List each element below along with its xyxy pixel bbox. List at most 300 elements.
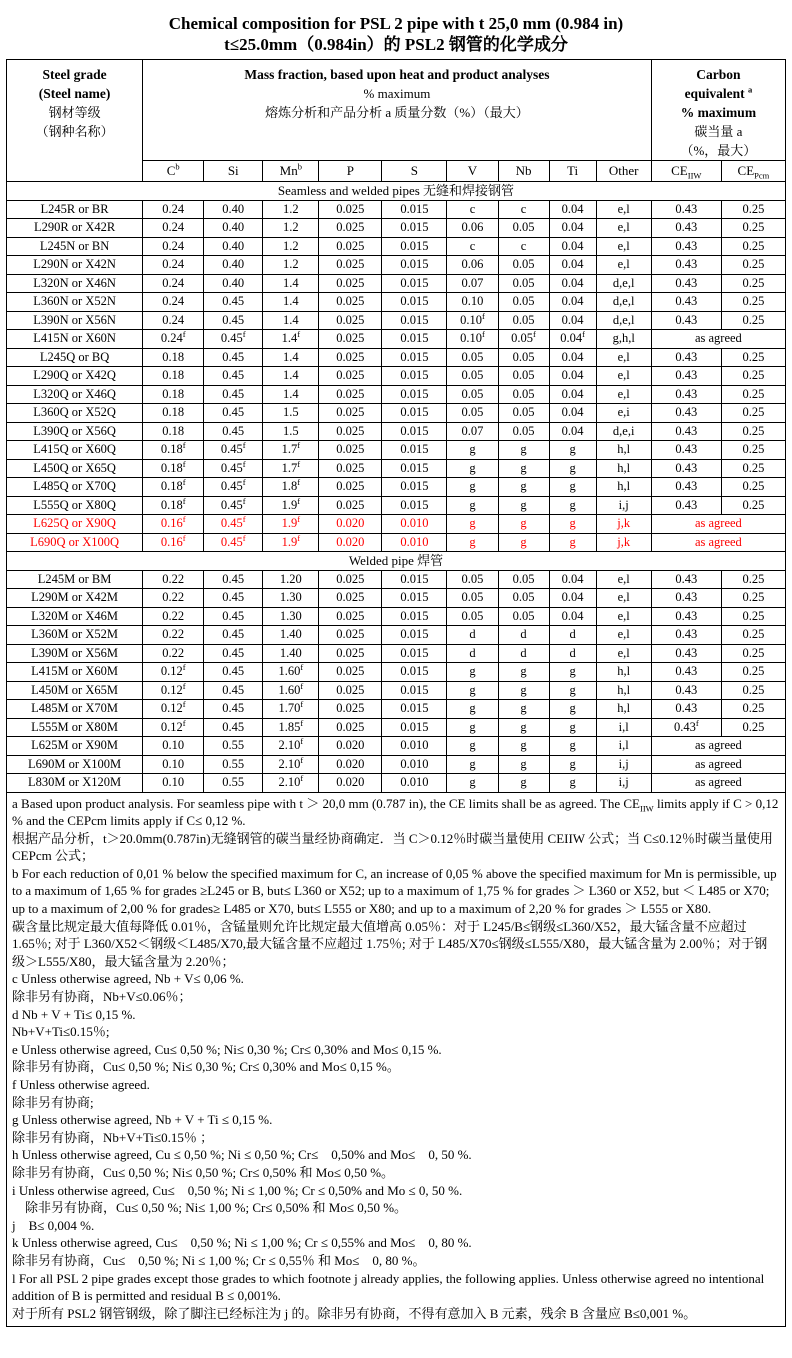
cell: e,l	[596, 256, 651, 275]
ce-cell: 0.25	[721, 256, 785, 275]
cell: 0.04	[549, 237, 596, 256]
table-row	[7, 459, 786, 478]
cell: 0.10	[447, 293, 498, 312]
cell: d	[549, 626, 596, 645]
ce-cell: 0.25	[721, 589, 785, 608]
cell: 0.24	[143, 274, 204, 293]
cell: 0.015	[382, 404, 447, 423]
cell: g	[498, 681, 549, 700]
grade-cell: L390N or X56N	[7, 311, 143, 330]
cell: 0.45$^f$	[204, 515, 263, 534]
cell: 1.7$^f$	[263, 441, 319, 460]
cell: g	[447, 478, 498, 497]
grade-cell: L245N or BN	[7, 237, 143, 256]
cell: 0.015	[382, 237, 447, 256]
title-line-english: Chemical composition for PSL 2 pipe with t 25,0 mm (0.984 in)	[168, 14, 624, 33]
cell: 1.20	[263, 570, 319, 589]
cell: g	[447, 663, 498, 682]
footnote: 除非另有协商，Nb+V+Ti≤0.15％ ；	[12, 1129, 214, 1145]
cell: 0.025	[319, 607, 382, 626]
ce-cell: 0.43	[651, 274, 721, 293]
grade-cell: L290M or X42M	[7, 589, 143, 608]
grade-cell: L390Q or X56Q	[7, 422, 143, 441]
ce-agreed-cell: as agreed	[651, 515, 785, 534]
ce-cell: 0.25	[721, 274, 785, 293]
cell: 0.05	[498, 311, 549, 330]
cell: 0.04	[549, 385, 596, 404]
steel-grade-header	[7, 60, 143, 182]
cell: 0.45	[204, 348, 263, 367]
footnote: f Unless otherwise agreed.	[12, 1077, 150, 1092]
cell: 0.05	[447, 589, 498, 608]
title-line-chinese: t≤25.0mm（0.984in）的 PSL2 钢管的化学成分	[224, 35, 568, 54]
table-row	[7, 607, 786, 626]
cell: 0.010	[382, 737, 447, 756]
cell: g	[498, 755, 549, 774]
grade-cell: L555M or X80M	[7, 718, 143, 737]
grade-cell: L290R or X42R	[7, 219, 143, 238]
cell: 2.10$^f$	[263, 755, 319, 774]
cell: g	[447, 737, 498, 756]
ce-agreed-cell: as agreed	[651, 737, 785, 756]
cell: 0.020	[319, 774, 382, 793]
footnote: k Unless otherwise agreed, Cu≤ 0,50 %; Ni ≤ 1,00 %; Cr ≤ 0,55% and Mo≤ 0, 80 %.	[12, 1235, 472, 1251]
header-line: Carbon	[696, 67, 741, 82]
footnote: g Unless otherwise agreed, Nb + V + Ti ≤ 0,15 %.	[12, 1112, 273, 1128]
cell: h,l	[596, 681, 651, 700]
cell: i,l	[596, 718, 651, 737]
cell: 0.04	[549, 422, 596, 441]
cell: d	[447, 626, 498, 645]
cell: 0.04	[549, 589, 596, 608]
cell: 0.16$^f$	[143, 533, 204, 552]
section-label: Welded pipe 焊管	[7, 552, 786, 571]
cell: 0.025	[319, 367, 382, 386]
cell: h,l	[596, 441, 651, 460]
ce-cell: 0.43	[651, 237, 721, 256]
ce-cell: 0.25	[721, 459, 785, 478]
cell: 0.18$^f$	[143, 441, 204, 460]
cell: 0.05	[498, 219, 549, 238]
cell: 0.015	[382, 700, 447, 719]
cell: 0.04	[549, 570, 596, 589]
cell: g	[549, 496, 596, 515]
grade-cell: L290N or X42N	[7, 256, 143, 275]
cell: c	[447, 237, 498, 256]
ce-agreed-cell: as agreed	[651, 774, 785, 793]
cell: 0.015	[382, 422, 447, 441]
header-line: Steel grade	[42, 67, 107, 82]
cell: 0.45	[204, 385, 263, 404]
cell: 0.45$^f$	[204, 496, 263, 515]
cell: g	[447, 459, 498, 478]
table-row	[7, 330, 786, 349]
cell: 0.025	[319, 700, 382, 719]
cell: 0.05	[498, 256, 549, 275]
cell: 2.10$^f$	[263, 737, 319, 756]
cell: 0.015	[382, 496, 447, 515]
cell: 0.55	[204, 774, 263, 793]
table-row	[7, 311, 786, 330]
ce-cell: 0.43	[651, 663, 721, 682]
ce-cell: 0.25	[721, 219, 785, 238]
table-row	[7, 626, 786, 645]
cell: g	[549, 459, 596, 478]
cell: 1.7$^f$	[263, 459, 319, 478]
cell: 0.04	[549, 607, 596, 626]
grade-cell: L415Q or X60Q	[7, 441, 143, 460]
ce-cell: 0.43	[651, 200, 721, 219]
ce-cell: 0.25	[721, 700, 785, 719]
cell: 0.015	[382, 200, 447, 219]
footnote: 碳含量比规定最大值每降低 0.01％，含锰量则允许比规定最大值增高 0.05％：对于 L245/B≤钢级≤L360/X52，最大锰含量不应超过 1.65％; 对于 L360/X52＜钢级＜L485/X70,最大锰含量不应超过 1.75％; 对于 L485/X70≤钢级≤L555/X80，最大锰含量为 2.00％；对于钢级＞L555/X80，最大锰含量为 2.20％；	[12, 918, 768, 969]
cell: 1.5	[263, 404, 319, 423]
cell: c	[498, 200, 549, 219]
cell: h,l	[596, 700, 651, 719]
footnote: 除非另有协商，Cu≤ 0,50 %; Ni≤ 0,30 %; Cr≤ 0,30% and Mo≤ 0,15 %。	[12, 1059, 400, 1075]
cell: 1.40	[263, 644, 319, 663]
cell: i,l	[596, 737, 651, 756]
table-row	[7, 644, 786, 663]
cell: 0.10	[143, 755, 204, 774]
cell: j,k	[596, 533, 651, 552]
grade-cell: L690Q or X100Q	[7, 533, 143, 552]
footnote: l For all PSL 2 pipe grades except those grades to which footnote j already applies, the following applies. Unless otherwise agreed no intentional addition of B is permitted and residual B ≤ 0,001%.	[12, 1270, 765, 1304]
cell: 0.05	[498, 404, 549, 423]
cell: g	[549, 441, 596, 460]
ce-cell: 0.43	[651, 644, 721, 663]
cell: 0.015	[382, 348, 447, 367]
carbon-equivalent-header	[651, 60, 785, 161]
grade-cell: L360M or X52M	[7, 626, 143, 645]
cell: g	[447, 515, 498, 534]
cell: 0.04	[549, 367, 596, 386]
cell: 0.015	[382, 274, 447, 293]
footnote: 除非另有协商，Cu≤ 0,50 %; Ni≤ 0,50 %; Cr≤ 0,50% 和 Mo≤ 0,50 %。	[12, 1164, 395, 1180]
table-row	[7, 441, 786, 460]
ce-cell: 0.25	[721, 570, 785, 589]
cell: 1.2	[263, 200, 319, 219]
cell: 1.4	[263, 311, 319, 330]
grade-cell: L320N or X46N	[7, 274, 143, 293]
cell: j,k	[596, 515, 651, 534]
footnotes-row	[7, 792, 786, 1327]
table-row	[7, 219, 786, 238]
header-line: 钢材等级	[48, 105, 101, 120]
footnote: 除非另有协商，Cu≤ 0,50 %; Ni ≤ 1,00 %; Cr ≤ 0,55％ 和 Mo≤ 0, 80 %。	[12, 1252, 426, 1268]
cell: 0.015	[382, 644, 447, 663]
cell: d,e,i	[596, 422, 651, 441]
cell: d	[498, 644, 549, 663]
footnote: d Nb + V + Ti≤ 0,15 %.	[12, 1006, 136, 1022]
cell: 0.010	[382, 774, 447, 793]
column-header: V	[447, 161, 498, 182]
cell: e,l	[596, 385, 651, 404]
cell: 0.05	[447, 385, 498, 404]
cell: 0.020	[319, 737, 382, 756]
table-row	[7, 570, 786, 589]
cell: 0.025	[319, 256, 382, 275]
cell: 0.010	[382, 755, 447, 774]
cell: e,l	[596, 607, 651, 626]
cell: 0.40	[204, 256, 263, 275]
cell: 0.04	[549, 311, 596, 330]
footnote: 除非另有协商;	[12, 1094, 94, 1110]
cell: 0.025	[319, 237, 382, 256]
cell: 0.45	[204, 626, 263, 645]
cell: 0.025	[319, 478, 382, 497]
table-row	[7, 515, 786, 534]
ce-cell: 0.43	[651, 422, 721, 441]
grade-cell: L450Q or X65Q	[7, 459, 143, 478]
grade-cell: L485M or X70M	[7, 700, 143, 719]
section-row	[7, 552, 786, 571]
cell: g	[549, 478, 596, 497]
header-line: （钢种名称）	[35, 124, 114, 139]
cell: 0.45$^f$	[204, 330, 263, 349]
cell: 0.24	[143, 311, 204, 330]
cell: 0.18$^f$	[143, 459, 204, 478]
cell: g	[447, 533, 498, 552]
ce-cell: 0.43	[651, 496, 721, 515]
cell: 0.020	[319, 755, 382, 774]
cell: g	[498, 478, 549, 497]
header-line: % maximum	[363, 86, 431, 101]
cell: 0.015	[382, 681, 447, 700]
ce-cell: 0.43	[651, 311, 721, 330]
ce-cell: 0.43	[651, 681, 721, 700]
ce-cell: 0.43	[651, 459, 721, 478]
cell: 0.18	[143, 367, 204, 386]
cell: g	[549, 663, 596, 682]
table-row	[7, 663, 786, 682]
cell: 0.55	[204, 737, 263, 756]
document-page	[0, 13, 792, 1327]
cell: 0.22	[143, 570, 204, 589]
table-row	[7, 533, 786, 552]
section-label: Seamless and welded pipes 无缝和焊接钢管	[7, 182, 786, 201]
cell: 0.45	[204, 681, 263, 700]
cell: e,l	[596, 626, 651, 645]
cell: g	[498, 459, 549, 478]
grade-cell: L830M or X120M	[7, 774, 143, 793]
cell: 0.015	[382, 330, 447, 349]
cell: 1.4	[263, 367, 319, 386]
cell: c	[447, 200, 498, 219]
grade-cell: L450M or X65M	[7, 681, 143, 700]
section-row	[7, 182, 786, 201]
cell: d,e,l	[596, 293, 651, 312]
cell: 0.015	[382, 293, 447, 312]
ce-cell: 0.43	[651, 607, 721, 626]
cell: g,h,l	[596, 330, 651, 349]
cell: 0.015	[382, 718, 447, 737]
ce-agreed-cell: as agreed	[651, 330, 785, 349]
cell: 0.05	[498, 274, 549, 293]
ce-cell: 0.43	[651, 589, 721, 608]
cell: 0.025	[319, 200, 382, 219]
cell: 0.010	[382, 515, 447, 534]
cell: 1.4	[263, 385, 319, 404]
cell: 1.40	[263, 626, 319, 645]
header-line: equivalent $^a$	[684, 84, 753, 101]
cell: d,e,l	[596, 274, 651, 293]
cell: 0.45$^f$	[204, 478, 263, 497]
cell: 0.07	[447, 422, 498, 441]
ce-cell: 0.43	[651, 256, 721, 275]
cell: 0.025	[319, 330, 382, 349]
cell: g	[447, 755, 498, 774]
ce-cell: 0.25	[721, 644, 785, 663]
cell: 0.45$^f$	[204, 459, 263, 478]
cell: g	[549, 755, 596, 774]
ce-cell: 0.25	[721, 200, 785, 219]
cell: 0.10	[143, 774, 204, 793]
cell: g	[447, 700, 498, 719]
cell: 0.40	[204, 200, 263, 219]
footnote: 对于所有 PSL2 钢管钢级，除了脚注已经标注为 j 的。除非另有协商，不得有意加入 B 元素，残余 B 含量应 B≤0,001 %。	[12, 1305, 697, 1321]
cell: 0.45	[204, 404, 263, 423]
grade-cell: L245M or BM	[7, 570, 143, 589]
cell: 0.05	[498, 385, 549, 404]
grade-cell: L625Q or X90Q	[7, 515, 143, 534]
cell: g	[447, 496, 498, 515]
cell: 0.020	[319, 533, 382, 552]
footnote: i Unless otherwise agreed, Cu≤ 0,50 %; Ni ≤ 1,00 %; Cr ≤ 0,50% and Mo ≤ 0, 50 %.	[12, 1182, 463, 1198]
cell: g	[498, 533, 549, 552]
cell: 0.24$^f$	[143, 330, 204, 349]
cell: g	[549, 700, 596, 719]
cell: i,j	[596, 496, 651, 515]
ce-cell: 0.25	[721, 237, 785, 256]
footnote: e Unless otherwise agreed, Cu≤ 0,50 %; Ni≤ 0,30 %; Cr≤ 0,30% and Mo≤ 0,15 %.	[12, 1041, 442, 1057]
cell: g	[447, 441, 498, 460]
grade-cell: L245R or BR	[7, 200, 143, 219]
ce-cell: 0.25	[721, 311, 785, 330]
cell: 1.4	[263, 348, 319, 367]
cell: 0.24	[143, 219, 204, 238]
cell: 0.24	[143, 200, 204, 219]
cell: 0.45	[204, 607, 263, 626]
cell: g	[549, 774, 596, 793]
ce-cell: 0.43	[651, 626, 721, 645]
cell: 0.05$^f$	[498, 330, 549, 349]
cell: 0.45$^f$	[204, 441, 263, 460]
cell: e,l	[596, 367, 651, 386]
table-row	[7, 718, 786, 737]
cell: 0.07	[447, 274, 498, 293]
cell: 1.70$^f$	[263, 700, 319, 719]
cell: g	[549, 515, 596, 534]
cell: e,l	[596, 219, 651, 238]
cell: 0.22	[143, 589, 204, 608]
cell: 0.04	[549, 274, 596, 293]
cell: 1.60$^f$	[263, 663, 319, 682]
cell: 0.025	[319, 404, 382, 423]
cell: 0.05	[498, 367, 549, 386]
cell: 0.025	[319, 311, 382, 330]
cell: g	[549, 533, 596, 552]
cell: 0.45	[204, 293, 263, 312]
footnote: c Unless otherwise agreed, Nb + V≤ 0,06 %.	[12, 971, 244, 987]
cell: 0.05	[498, 293, 549, 312]
ce-agreed-cell: as agreed	[651, 533, 785, 552]
cell: 1.8$^f$	[263, 478, 319, 497]
cell: 0.025	[319, 718, 382, 737]
cell: 1.85$^f$	[263, 718, 319, 737]
ce-cell: 0.25	[721, 663, 785, 682]
table-row	[7, 755, 786, 774]
grade-cell: L245Q or BQ	[7, 348, 143, 367]
cell: g	[498, 515, 549, 534]
column-header: $CE_{Pcm}$	[721, 161, 785, 182]
cell: d,e,l	[596, 311, 651, 330]
cell: g	[498, 700, 549, 719]
cell: e,l	[596, 570, 651, 589]
table-row	[7, 478, 786, 497]
cell: g	[498, 737, 549, 756]
cell: 0.05	[498, 607, 549, 626]
ce-cell: 0.43	[651, 385, 721, 404]
cell: d	[549, 644, 596, 663]
table-row	[7, 404, 786, 423]
cell: h,l	[596, 663, 651, 682]
grade-cell: L415M or X60M	[7, 663, 143, 682]
cell: 1.60$^f$	[263, 681, 319, 700]
cell: 0.020	[319, 515, 382, 534]
grade-cell: L690M or X100M	[7, 755, 143, 774]
cell: 1.2	[263, 237, 319, 256]
cell: g	[447, 718, 498, 737]
table-row	[7, 200, 786, 219]
ce-cell: 0.25	[721, 422, 785, 441]
table-row	[7, 496, 786, 515]
cell: 0.45	[204, 663, 263, 682]
cell: e,l	[596, 348, 651, 367]
table-row	[7, 367, 786, 386]
footnote: Nb+V+Ti≤0.15％;	[12, 1024, 110, 1040]
cell: 0.45$^f$	[204, 533, 263, 552]
cell: 0.22	[143, 644, 204, 663]
grade-cell: L415N or X60N	[7, 330, 143, 349]
cell: h,l	[596, 459, 651, 478]
cell: 0.015	[382, 570, 447, 589]
column-header: $CE_{IIW}$	[651, 161, 721, 182]
table-row	[7, 589, 786, 608]
cell: g	[498, 718, 549, 737]
cell: 0.010	[382, 533, 447, 552]
ce-cell: 0.25	[721, 478, 785, 497]
cell: 0.025	[319, 274, 382, 293]
cell: 0.06	[447, 256, 498, 275]
cell: 0.24	[143, 256, 204, 275]
grade-cell: L360N or X52N	[7, 293, 143, 312]
grade-cell: L360Q or X52Q	[7, 404, 143, 423]
cell: 0.015	[382, 589, 447, 608]
cell: g	[498, 441, 549, 460]
cell: 0.025	[319, 422, 382, 441]
cell: 0.015	[382, 311, 447, 330]
column-header: Si	[204, 161, 263, 182]
cell: 0.40	[204, 237, 263, 256]
table-row	[7, 737, 786, 756]
footnote: 除非另有协商，Nb+V≤0.06％；	[12, 989, 192, 1005]
grade-cell: L390M or X56M	[7, 644, 143, 663]
ce-cell: 0.25	[721, 367, 785, 386]
cell: 0.05	[498, 348, 549, 367]
ce-cell: 0.25	[721, 385, 785, 404]
cell: 0.025	[319, 348, 382, 367]
